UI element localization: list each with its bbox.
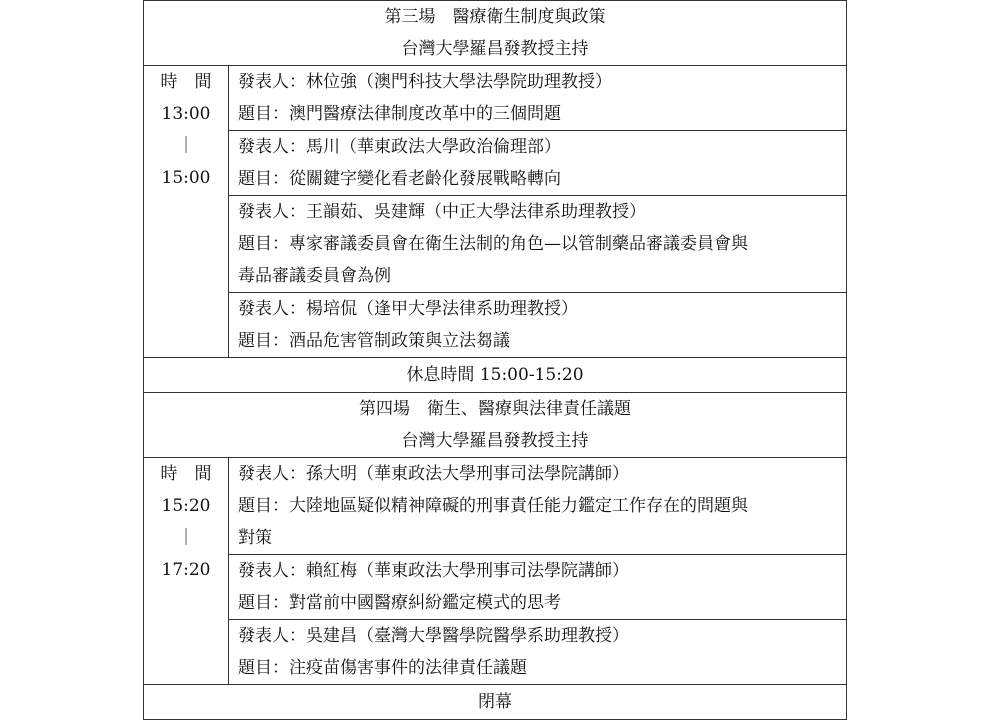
speaker: 發表人：王韻茹、吳建輝（中正大學法律系助理教授）	[238, 202, 646, 222]
break-time: 休息時間 15:00-15:20	[406, 365, 584, 385]
time-start: 15:20	[161, 496, 211, 516]
topic: 題目：注疫苗傷害事件的法律責任議題	[238, 658, 527, 678]
session-4-header	[144, 393, 847, 458]
topic: 題目：從關鍵字變化看老齡化發展戰略轉向	[238, 169, 561, 189]
time-end: 15:00	[161, 168, 211, 188]
topic: 題目：澳門醫療法律制度改革中的三個問題	[238, 104, 561, 124]
session-3-header	[144, 1, 847, 66]
speaker: 發表人：賴紅梅（華東政法大學刑事司法學院講師）	[238, 561, 629, 581]
presentation-row	[144, 555, 847, 620]
time-start: 13:00	[161, 104, 211, 124]
break-row	[144, 358, 847, 393]
presentation-row	[144, 66, 847, 131]
time-end: 17:20	[161, 560, 211, 580]
session-time-cell	[144, 458, 229, 685]
closing-row	[144, 685, 847, 720]
time-label: 時 間	[160, 464, 212, 484]
speaker: 發表人：楊培侃（逢甲大學法律系助理教授）	[238, 299, 578, 319]
session-title: 第四場 衛生、醫療與法律責任議題	[359, 399, 631, 419]
session-moderator: 台灣大學羅昌發教授主持	[401, 431, 589, 451]
speaker: 發表人：林位強（澳門科技大學法學院助理教授）	[238, 72, 612, 92]
speaker: 發表人：吳建昌（臺灣大學醫學院醫學系助理教授）	[238, 626, 629, 646]
presentation-row	[144, 620, 847, 685]
closing: 閉幕	[478, 692, 512, 712]
topic: 題目：大陸地區疑似精神障礙的刑事責任能力鑑定工作存在的問題與	[238, 496, 748, 516]
schedule-table	[143, 0, 847, 720]
topic-continued: 毒品審議委員會為例	[238, 266, 391, 286]
presentation-row	[144, 131, 847, 196]
speaker: 發表人：馬川（華東政法大學政治倫理部）	[238, 137, 561, 157]
presentation-row	[144, 458, 847, 555]
topic: 題目：對當前中國醫療糾紛鑑定模式的思考	[238, 593, 561, 613]
time-separator: ｜	[177, 136, 195, 156]
time-label: 時 間	[160, 72, 212, 92]
topic: 題目：專家審議委員會在衛生法制的角色—以管制藥品審議委員會與	[238, 234, 748, 254]
speaker: 發表人：孫大明（華東政法大學刑事司法學院講師）	[238, 464, 629, 484]
presentation-row	[144, 293, 847, 358]
session-time-cell	[144, 66, 229, 358]
topic-continued: 對策	[238, 528, 272, 548]
time-separator: ｜	[177, 528, 195, 548]
topic: 題目：酒品危害管制政策與立法芻議	[238, 331, 510, 351]
session-moderator: 台灣大學羅昌發教授主持	[401, 39, 589, 59]
presentation-row	[144, 196, 847, 293]
session-title: 第三場 醫療衛生制度與政策	[384, 7, 606, 27]
